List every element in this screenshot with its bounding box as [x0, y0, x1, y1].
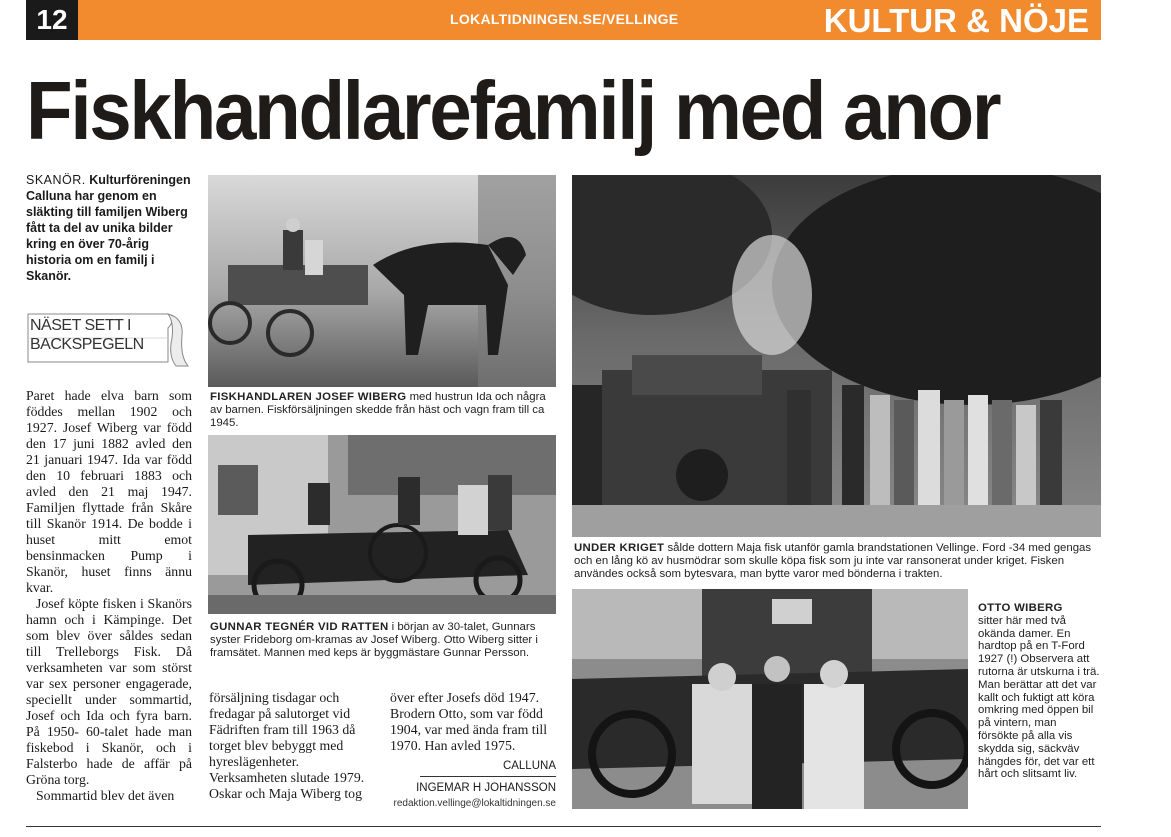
caption-2-title: GUNNAR TEGNÉR VID RATTEN — [210, 621, 389, 633]
caption-3-title: UNDER KRIGET — [574, 542, 665, 554]
photo-otto-wiberg-image — [572, 589, 968, 809]
column-label — [26, 310, 194, 370]
caption-2 — [210, 621, 555, 660]
caption-3-text: sålde dottern Maja fisk utanför gamla brandstationen Vellinge. Ford -34 med gengas och en lång kö av husmödrar som skulle köpa fisk som ju inte var ransonerat under kriget. Fisken användes också som bytesvara, man bytte varor med bönderna i trakten. — [574, 542, 1092, 580]
photo-horse-wagon-image — [208, 175, 556, 387]
photo-car-family — [208, 435, 556, 614]
caption-4-text: sitter här med två okända damer. En hardtop på en T-Ford 1927 (!) Observera att rutorna är utskurna i trä. Man berättar att det var kallt och fuktigt att köra omkring med öppen bil på vintern, man försökte på alla vis skydda sig, säckväv hängdes för, det var ett hårt och slitsamt liv. — [978, 614, 1100, 781]
body-paragraph: Paret hade elva barn som föddes mellan 1902 och 1927. Josef Wiberg var född den 17 juni 1882 avled den 21 januari 1947. Ida var född den 10 februari 1883 och avled den 21 maj 1947. Familjen flyttade från Skåre till Skanör 1914. De bodde i huset mitt emot bensinmacken Pump i Skanör, huset finns ännu kvar. — [26, 388, 192, 595]
lead-text: Kulturföreningen Calluna har genom en släkting till familjen Wiberg fått ta del av unika bilder kring en över 70-årig historia om en familj i Skanör. — [26, 173, 191, 283]
body-column-2 — [209, 690, 375, 802]
signature-email[interactable]: redaktion.vellinge@lokaltidningen.se — [393, 798, 556, 809]
photo-horse-wagon — [208, 175, 556, 387]
body-paragraph: Josef köpte fisken i Skanörs hamn och i Kämpinge. Det som blev över såldes sedan till Trelleborgs Fisk. Då verksamheten var som störst var sex personer engagerade, speciellt under sommartid, Josef och Ida och fyra barn. På 1950- 60-talet hade man fiskebod i Skanör, och i Falsterbo hade de affär på Gröna torg. — [26, 596, 192, 787]
body-paragraph: över efter Josefs död 1947. Brodern Otto, som var född 1904, var med ända fram till 1970. Han avled 1975. — [390, 690, 548, 753]
signature-author: INGEMAR H JOHANSSON — [416, 782, 556, 794]
caption-4-title: OTTO WIBERG — [978, 602, 1063, 614]
photo-wartime-queue — [572, 175, 1101, 537]
column-label-line1: NÄSET SETT I — [30, 317, 131, 334]
footer-rule — [26, 826, 1101, 827]
lead-place: SKANÖR. — [26, 173, 86, 187]
photo-wartime-queue-image — [572, 175, 1101, 537]
caption-2-text: i början av 30-talet, Gunnars syster Frideborg om-kramas av Josef Wiberg. Otto Wiberg sitter i framsätet. Mannen med keps är byggmästare Gunnar Persson. — [210, 621, 538, 659]
site-url[interactable]: LOKALTIDNINGEN.SE/VELLINGE — [450, 11, 679, 27]
page-number: 12 — [26, 0, 78, 40]
photo-otto-wiberg — [572, 589, 968, 809]
caption-4 — [978, 602, 1100, 781]
body-paragraph: Verksamheten slutade 1979. Oskar och Maja Wiberg tog — [209, 770, 365, 801]
photo-car-family-image — [208, 435, 556, 614]
headline: Fiskhandlarefamilj med anor — [26, 64, 1000, 157]
body-paragraph: försäljning tisdagar och fredagar på salutorget vid Fädriften fram till 1963 då torget blev bebyggt med hyreslägenheter. — [209, 690, 356, 769]
caption-1 — [210, 391, 555, 430]
caption-1-title: FISKHANDLAREN JOSEF WIBERG — [210, 391, 407, 403]
section-title: KULTUR & NÖJE — [823, 2, 1089, 39]
caption-3 — [574, 542, 1101, 581]
signature-divider — [420, 776, 556, 777]
lead-paragraph — [26, 172, 196, 284]
column-label-line2: BACKSPEGELN — [30, 336, 144, 353]
body-column-1 — [26, 388, 192, 804]
body-paragraph: Sommartid blev det även — [36, 788, 175, 803]
signature-org: CALLUNA — [502, 760, 556, 772]
body-column-3 — [390, 690, 556, 812]
caption-1-text: med hustrun Ida och några av barnen. Fiskförsäljningen skedde från häst och vagn fram till ca 1945. — [210, 391, 546, 429]
